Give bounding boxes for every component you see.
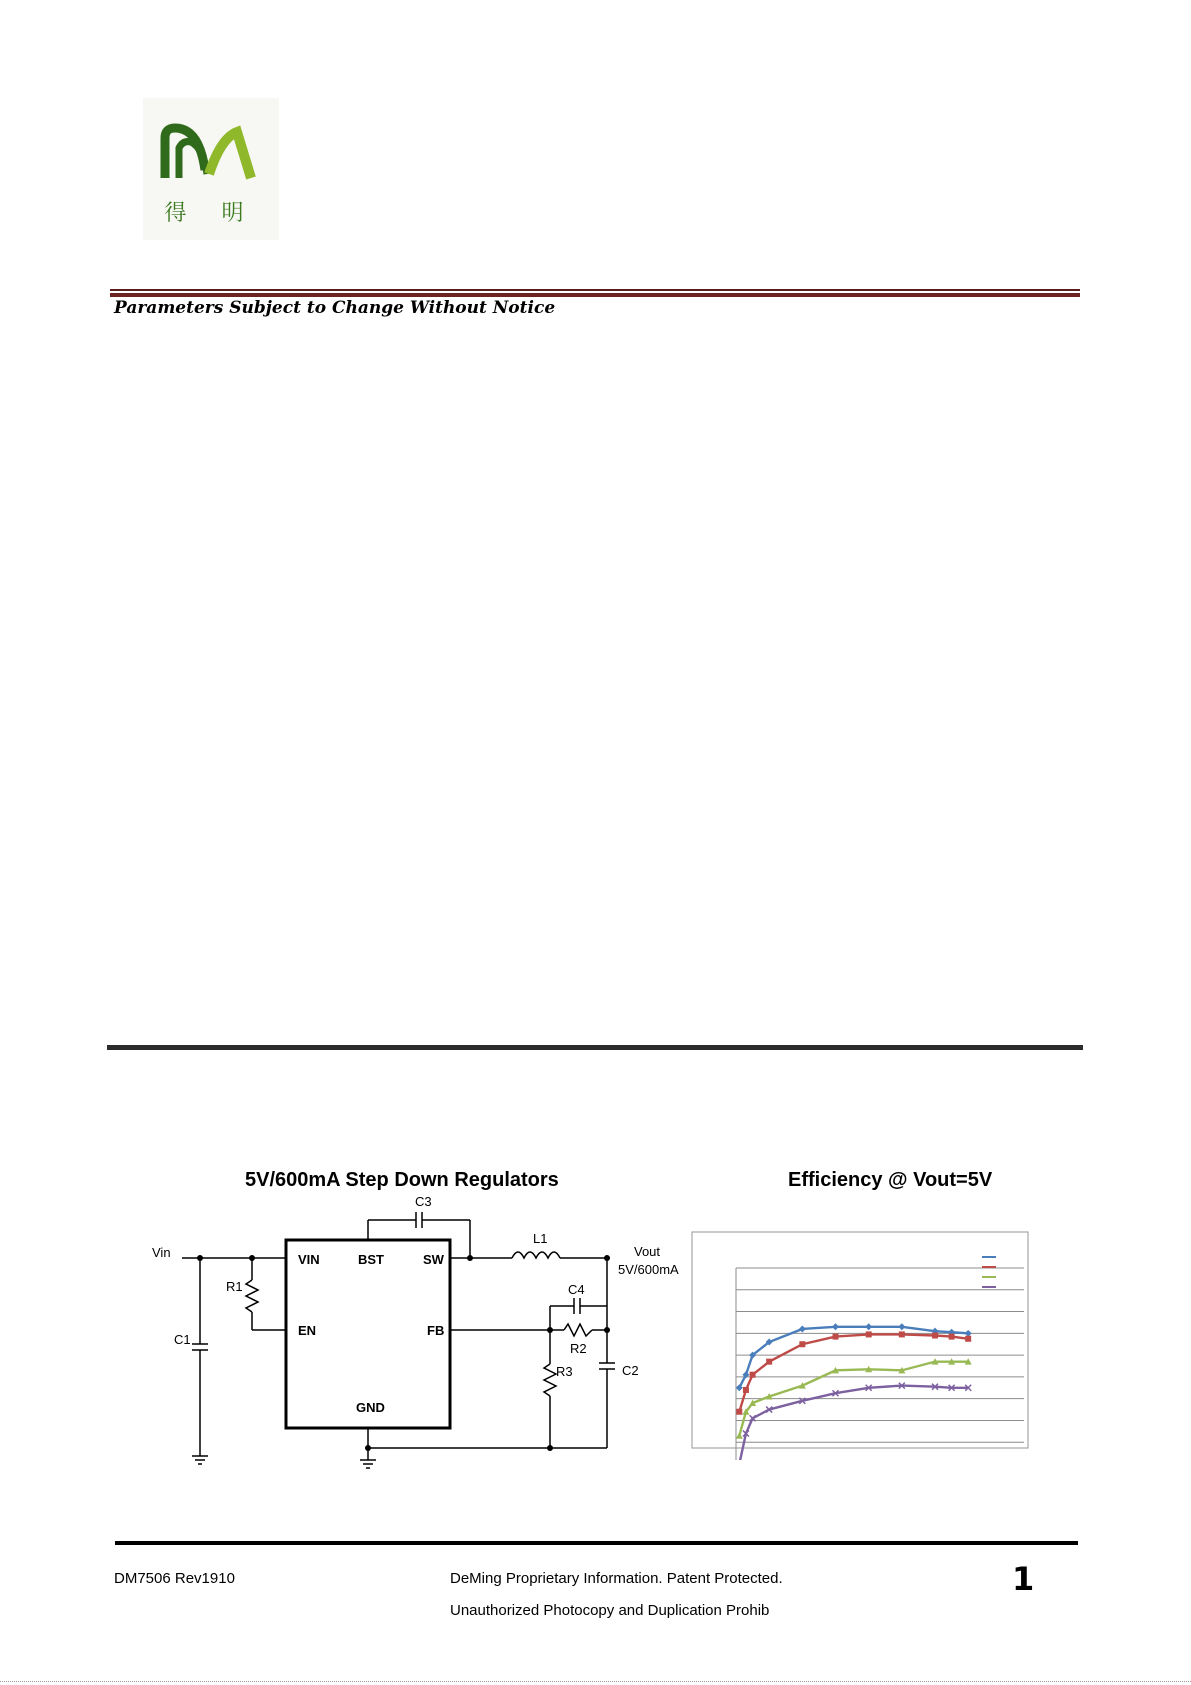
- data-point: [965, 1336, 971, 1342]
- pin-vin: VIN: [298, 1252, 320, 1267]
- logo-text: 得 明: [164, 201, 258, 226]
- pin-bst: BST: [358, 1252, 384, 1267]
- label-c1: C1: [174, 1332, 191, 1347]
- page-number: 1: [1012, 1560, 1035, 1598]
- data-point: [736, 1409, 742, 1415]
- pin-gnd: GND: [356, 1400, 385, 1415]
- section-divider: [107, 1045, 1083, 1050]
- data-point: [932, 1333, 938, 1339]
- label-c4: C4: [568, 1282, 585, 1297]
- label-l1: L1: [533, 1231, 548, 1246]
- header-rule-thick: [110, 293, 1080, 297]
- label-c2: C2: [622, 1363, 639, 1378]
- data-point: [833, 1334, 839, 1340]
- data-point: [949, 1334, 955, 1340]
- application-schematic: [140, 1160, 700, 1480]
- label-r3: R3: [556, 1364, 573, 1379]
- data-point: [866, 1331, 872, 1337]
- pin-fb: FB: [427, 1323, 445, 1338]
- chart-title: Efficiency @ Vout=5V: [788, 1169, 993, 1191]
- pin-en: EN: [298, 1323, 317, 1338]
- proprietary-notice: DeMing Proprietary Information. Patent Protected.: [450, 1570, 783, 1587]
- change-notice: Parameters Subject to Change Without Notice: [114, 298, 556, 318]
- chart-frame: [692, 1232, 1028, 1448]
- label-vout: Vout: [634, 1244, 661, 1259]
- label-r1: R1: [226, 1279, 243, 1294]
- data-point: [799, 1341, 805, 1347]
- data-point: [766, 1359, 772, 1365]
- header-rule-thin: [110, 289, 1080, 291]
- data-point: [750, 1372, 756, 1378]
- efficiency-chart: [690, 1160, 1040, 1460]
- data-point: [899, 1331, 905, 1337]
- copy-notice: Unauthorized Photocopy and Duplication Prohib: [450, 1602, 770, 1619]
- label-vin: Vin: [152, 1245, 171, 1260]
- footer-rule: [115, 1541, 1078, 1545]
- document-id: DM7506 Rev1910: [114, 1570, 235, 1587]
- label-vout-spec: 5V/600mA: [618, 1262, 679, 1277]
- pin-sw: SW: [423, 1252, 444, 1267]
- label-r2: R2: [570, 1341, 587, 1356]
- page-bottom-border: [0, 1681, 1191, 1682]
- data-point: [743, 1387, 749, 1393]
- schematic-title: 5V/600mA Step Down Regulators: [245, 1169, 559, 1191]
- label-c3: C3: [415, 1194, 432, 1209]
